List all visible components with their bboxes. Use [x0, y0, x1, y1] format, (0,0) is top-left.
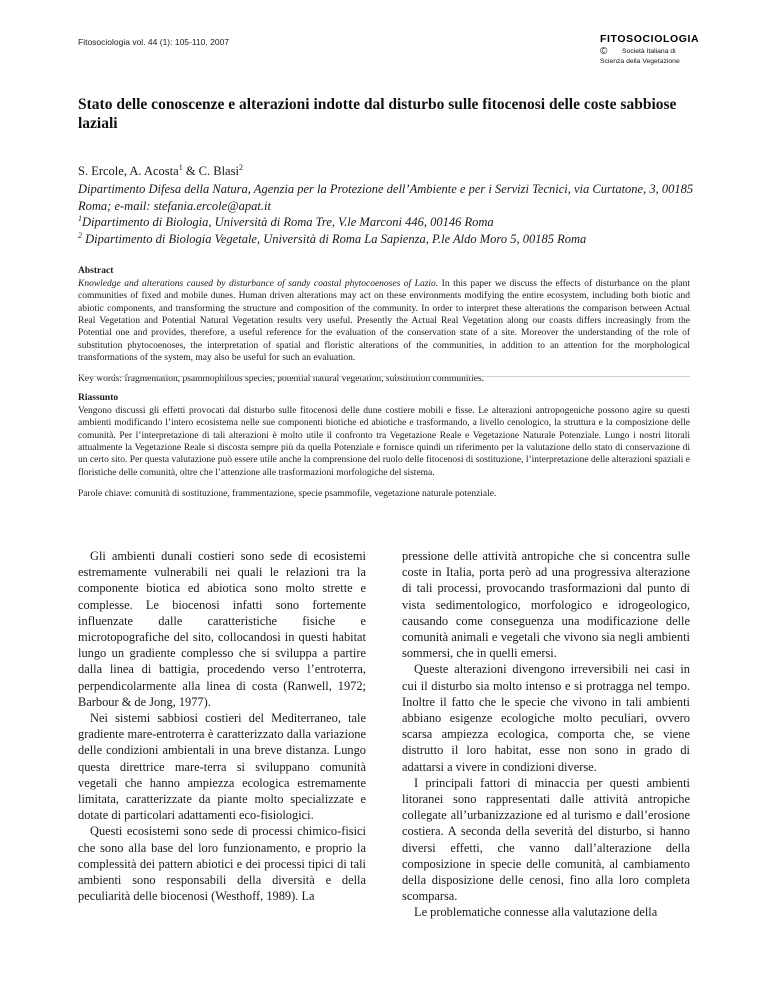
journal-citation: Fitosociologia vol. 44 (1): 105-110, 2007 — [78, 37, 230, 47]
affiliation-2 — [78, 231, 698, 248]
author-list — [78, 163, 243, 179]
body-paragraph: Le problematiche connesse alla valutazione della — [414, 905, 658, 920]
author-names: S. Ercole, A. Acosta — [78, 164, 179, 178]
logo-society-line1: Società Italiana di — [622, 48, 676, 55]
abstract-section — [78, 265, 690, 385]
section-divider — [78, 376, 690, 377]
affil-text: Dipartimento di Biologia Vegetale, Università di Roma La Sapienza, P.le Aldo Moro 5, 00185 Roma — [82, 231, 587, 246]
body-column-right — [402, 548, 690, 921]
body-paragraph: I principali fattori di minaccia per questi ambienti litoranei sono rappresentati dalle attività antropiche collegate all’urbanizzazione ed al turismo e dall’erosione costiera. A seconda della severità del disturbo, si hanno diversi effetti, che vanno dall’alterazione della composizione in specie delle comunità, al cambiamento della disposizione delle cenosi, fino alla loro completa scomparsa. — [402, 775, 690, 904]
parole-chiave: Parole chiave: comunità di sostituzione, frammentazione, specie psammofile, vegetazione naturale potenziale. — [78, 489, 497, 500]
riassunto-section — [78, 392, 690, 500]
body-paragraph: Nei sistemi sabbiosi costieri del Mediterraneo, tale gradiente mare-entroterra è caratterizzato dalla variazione delle condizioni ambientali in una breve distanza. Lungo questa direttrice mare-terra si sviluppano comunità vegetali che hanno ampiezza ecologica estremamente limitata, caratterizzate da piante molto specializzate e dotate di particolari adattamenti eco-fisiologici. — [78, 711, 366, 823]
abstract-english-title: Knowledge and alterations caused by disturbance of sandy coastal phytocoenoses of Lazio. — [78, 279, 439, 289]
copyright-icon: © — [600, 46, 608, 57]
affil-text: Dipartimento di Biologia, Università di Roma Tre, V.le Marconi 446, 00146 Roma — [82, 215, 494, 229]
author-names: & C. Blasi — [182, 164, 239, 178]
body-paragraph: pressione delle attività antropiche che si concentra sulle coste in Italia, porta però ad una progressiva alterazione di tali processi, provocando trasformazioni dal punto di vista sedimentologico, morfologico e idrogeologico, causando come conseguenza una modificazione delle comunità animali e vegetali che vivono sia negli ambienti sommersi, che in quelli emersi. — [402, 549, 690, 661]
abstract-heading: Abstract — [78, 266, 114, 276]
journal-logo — [600, 34, 720, 74]
body-paragraph: Questi ecosistemi sono sede di processi chimico-fisici che sono alla base del loro funzionamento, e proprio la complessità dei pattern abiotici e dei processi tipici di tali ambienti sono responsabili della diversità e della peculiarità delle biocenosi (Westhoff, 1989). La — [78, 824, 366, 904]
affil-mark: 1 — [78, 213, 82, 223]
abstract-text — [78, 278, 690, 364]
affil-mark: 2 — [78, 230, 82, 240]
author-affil-mark: 2 — [238, 162, 243, 172]
logo-wordmark: FITOSOCIOLOGIA — [600, 33, 700, 45]
body-column-left — [78, 548, 366, 904]
riassunto-heading: Riassunto — [78, 393, 119, 403]
logo-society-line2: Scienza della Vegetazione — [600, 58, 680, 65]
affiliation-main: Dipartimento Difesa della Natura, Agenzia per la Protezione dell’Ambiente e per i Servizi Tecnici, via Curtatone, 3, 00185 Roma; e-mail: stefania.ercole@apat.it — [78, 182, 694, 213]
keywords: Key words: fragmentation, psammophilous species, potential natural vegetation, substitution communities. — [78, 374, 485, 385]
affiliations — [78, 181, 698, 247]
paper-title: Stato delle conoscenze e alterazioni indotte dal disturbo sulle fitocenosi delle coste sabbiose laziali — [78, 96, 677, 132]
affiliation-1 — [78, 214, 698, 231]
abstract-body: In this paper we discuss the effects of disturbance on the plant communities of fixed and mobile dunes. Human driven alterations may act on these environments modifying the entire ecosystem, including both biotic and abiotic components, and transforming the structure and composition of the community. In order to interpret these alterations the comparison between Actual Real Vegetation and Potential Natural Vegetation results very useful. Presently the Actual Real Vegetation along our coasts differs increasingly from the Potential one and provides, therefore, a useful reference for the evaluation of the conservation state of a site. Moreover the understanding of the role of substitution phytocoenoses, the interpretation of spatial and floristic alterations of the communities, in addition to an attention for the morphological transformations of the system, may also be useful for such an evaluation. — [78, 279, 690, 364]
body-paragraph: Gli ambienti dunali costieri sono sede di ecosistemi estremamente vulnerabili nei quali le relazioni tra la componente biotica ed abiotica sono molto strette e complesse. Le biocenosi infatti sono fortemente influenzate dalle caratteristiche fisiche e microtopografiche del sito, collocandosi in questi habitat lungo un gradiente complesso che si sviluppa a partire dalla linea di battigia, procedendo verso l’entroterra, perpendicolarmente alla linea di costa (Ranwell, 1972; Barbour & de Jong, 1977). — [78, 549, 366, 709]
author-affil-mark: 1 — [178, 162, 183, 172]
riassunto-text: Vengono discussi gli effetti provocati dal disturbo sulle fitocenosi delle dune costiere mobili e fisse. Le alterazioni antropogeniche possono agire su questi ambienti modificando l’intero ecosistema nelle sue componenti biotiche ed abiotiche e trasformando, a livello cenologico, la struttura e la composizione delle comunità. Per l’interpretazione di tali alterazioni è molto utile il confronto tra Vegetazione Reale e Vegetazione Naturale Potenziale. Lungo i nostri litorali attualmente la Vegetazione Reale si discosta sempre più da quella Potenziale e fornisce quindi un riferimento per la valutazione dello stato di conservazione di un certo sito. Per questa valutazione può essere utile anche la comprensione del ruolo delle fitocenosi di sostituzione, l’interpretazione delle alterazioni spaziali e floristiche delle comunità, oltre che l’attenzione alle trasformazioni morfologiche del sistema. — [78, 406, 690, 478]
body-paragraph: Queste alterazioni divengono irreversibili nei casi in cui il disturbo sia molto intenso e si protragga nel tempo. Inoltre il fatto che le specie che vivono in tali ambienti abbiano esigenze ecologiche molto peculiari, ovvero scarsa ampiezza ecologica, comporta che, se viene distrutto il loro habitat, esse non sono in grado di adattarsi a vivere in condizioni diverse. — [402, 662, 690, 774]
